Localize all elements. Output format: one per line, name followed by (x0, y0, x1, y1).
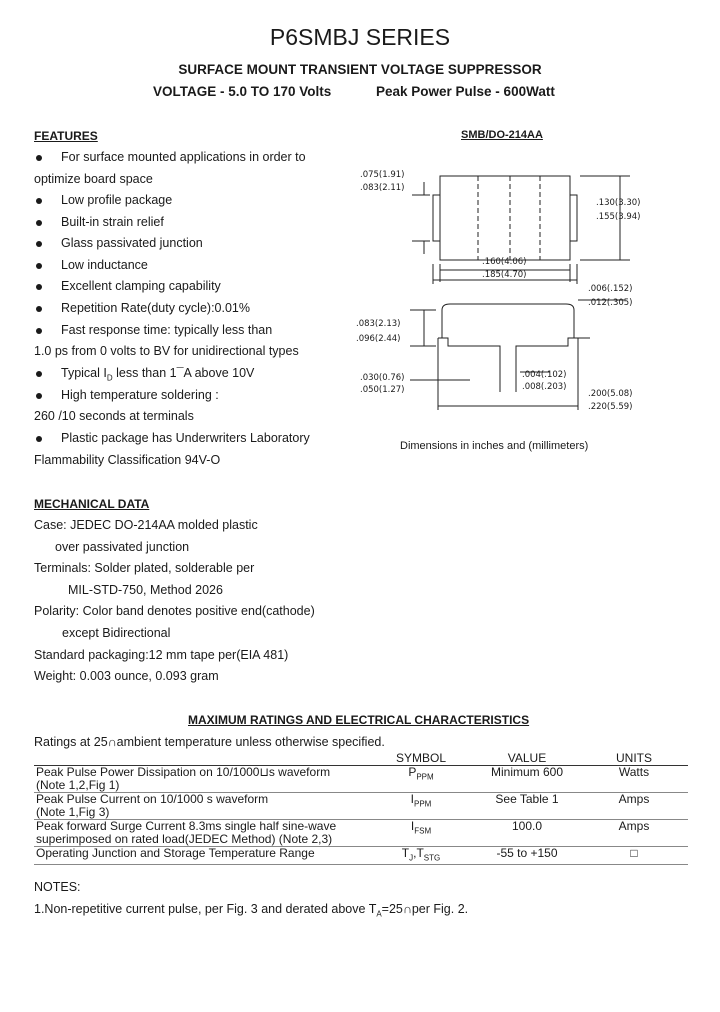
column-header: SYMBOL (368, 752, 474, 766)
package-side-view (442, 304, 574, 338)
dim-label: .185(4.70) (482, 270, 527, 280)
bullet-icon (36, 220, 42, 226)
mechanical-line: MIL-STD-750, Method 2026 (68, 583, 223, 597)
feature-line: 260 /10 seconds at terminals (34, 409, 194, 423)
bullet-icon (36, 241, 42, 247)
bullet-icon (36, 284, 42, 290)
dim-label: .004(.102) (522, 370, 567, 380)
mechanical-line: Standard packaging:12 mm tape per(EIA 481) (34, 648, 289, 662)
feature-line: optimize board space (34, 172, 153, 186)
bullet-icon (36, 198, 42, 204)
mechanical-line: Terminals: Solder plated, solderable per (34, 561, 255, 575)
dim-label: .012(.305) (588, 298, 633, 308)
dim-label: .008(.203) (522, 382, 567, 392)
dim-label: .050(1.27) (360, 385, 405, 395)
dim-label: .006(.152) (588, 284, 633, 294)
package-top-view-body (440, 176, 570, 260)
ratings-table (34, 752, 688, 865)
note-1: 1.Non-repetitive current pulse, per Fig. 3 and derated above $T_A=25\cap per$ Fig. 2. (34, 902, 469, 919)
feature-line: For surface mounted applications in order to (61, 150, 306, 164)
dim-label: .075(1.91) (360, 170, 405, 180)
mechanical-line: Case: JEDEC DO-214AA molded plastic (34, 518, 258, 532)
ratings-intro: Ratings at 25∩ambient temperature unless otherwise specified. (34, 735, 385, 749)
table-row: Operating Junction and Storage Temperature Range $T_J,T_{STG}$ -55 to +150 □ (34, 847, 688, 865)
mechanical-line: over passivated junction (55, 540, 190, 554)
dim-label: .096(2.44) (356, 334, 401, 344)
voltage-range: VOLTAGE - 5.0 TO 170 Volts (153, 84, 332, 99)
package-title: SMB/DO-214AA (461, 129, 543, 141)
diagram-caption: Dimensions in inches and (millimeters) (400, 440, 589, 452)
column-header: UNITS (580, 752, 688, 766)
column-header: VALUE (474, 752, 580, 766)
features-heading: FEATURES (34, 129, 98, 143)
feature-line: Glass passivated junction (61, 236, 203, 250)
feature-line-typical: Typical $I_D$ less than 1¯A above 10V (61, 366, 255, 383)
dim-label: .083(2.11) (360, 183, 405, 193)
bullet-icon (36, 393, 42, 399)
feature-line: Low profile package (61, 193, 173, 207)
feature-line: Low inductance (61, 258, 148, 272)
dim-label: .130(3.30) (596, 198, 641, 208)
mechanical-heading: MECHANICAL DATA (34, 497, 150, 511)
table-row: Peak forward Surge Current 8.3ms single half sine-wave superimposed on rated load(JEDEC Method) (Note 2,3) $I_{FSM}$ 100.0 Amps (34, 820, 688, 847)
dim-label: .155(3.94) (596, 212, 641, 222)
feature-line: Built-in strain relief (61, 215, 164, 229)
dim-label: .083(2.13) (356, 319, 401, 329)
bullet-icon (36, 155, 42, 161)
table-row: Peak Pulse Current on 10/1000 s waveform (Note 1,Fig 3) $I_{PPM}$ See Table 1 Amps (34, 793, 688, 820)
peak-power: Peak Power Pulse - 600Watt (376, 84, 555, 99)
feature-line: 1.0 ps from 0 volts to BV for unidirectional types (34, 344, 299, 358)
bullet-icon (36, 306, 42, 312)
feature-line: Repetition Rate(duty cycle):0.01% (61, 301, 250, 315)
feature-line: Fast response time: typically less than (61, 323, 273, 337)
feature-line: High temperature soldering : (61, 388, 219, 402)
mechanical-line: except Bidirectional (62, 626, 171, 640)
bullet-icon (36, 328, 42, 334)
dim-label: .030(0.76) (360, 373, 405, 383)
mechanical-line: Weight: 0.003 ounce, 0.093 gram (34, 669, 219, 683)
mechanical-line: Polarity: Color band denotes positive end(cathode) (34, 604, 315, 618)
bullet-icon (36, 436, 42, 442)
table-row: Peak Pulse Power Dissipation on 10/1000⊔s waveform (Note 1,2,Fig 1) $P_{PPM}$ Minimum 600 Watts (34, 766, 688, 793)
table-header-row (34, 752, 688, 766)
ratings-heading: MAXIMUM RATINGS AND ELECTRICAL CHARACTERISTICS (188, 713, 530, 727)
dim-label: .220(5.59) (588, 402, 633, 412)
bullet-icon (36, 263, 42, 269)
feature-line: Excellent clamping capability (61, 279, 221, 293)
dim-label: .160(4.06) (482, 257, 527, 267)
feature-line: Flammability Classification 94V-O (34, 453, 221, 467)
page-title: P6SMBJ SERIES (269, 24, 451, 50)
feature-line: Plastic package has Underwriters Laboratory (61, 431, 310, 445)
notes-heading: NOTES: (34, 880, 81, 894)
dim-label: .200(5.08) (588, 389, 633, 399)
bullet-icon (36, 371, 42, 377)
subtitle: SURFACE MOUNT TRANSIENT VOLTAGE SUPPRESSOR (178, 62, 542, 77)
